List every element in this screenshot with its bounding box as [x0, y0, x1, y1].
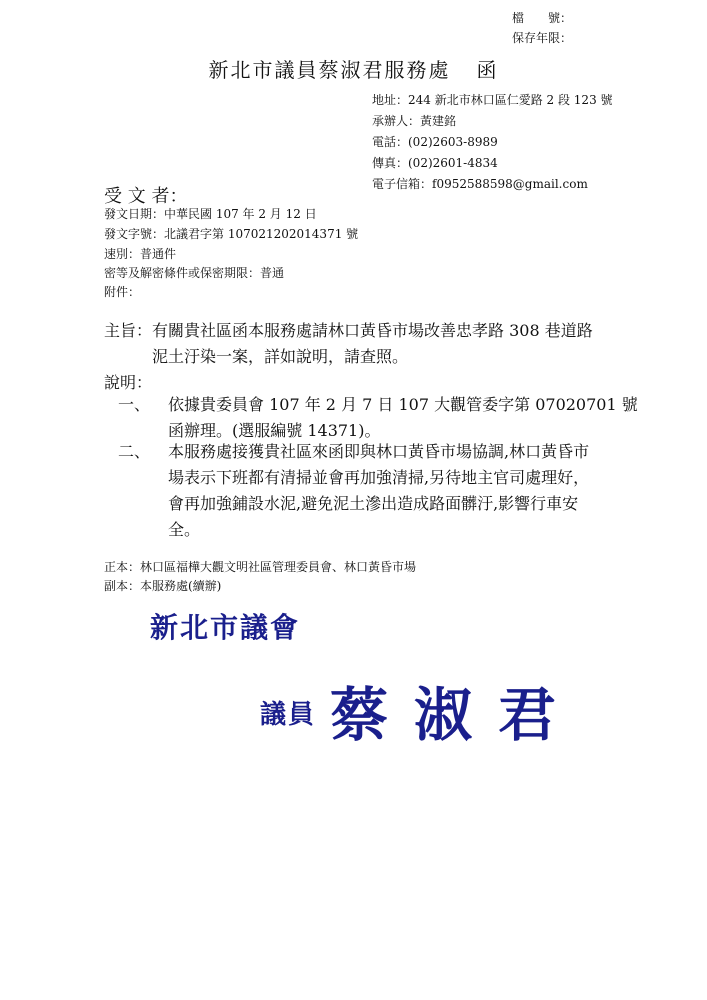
contact-email: 電子信箱：f0952588598@gmail.com: [372, 177, 588, 191]
councilor-name-seal: 蔡淑君: [330, 681, 583, 749]
speed-field: 速別：普通件: [104, 247, 177, 261]
subject-line-2: 泥土汙染一案，詳如說明，請查照。: [152, 347, 409, 366]
explanation-item-1: [118, 392, 638, 444]
item-line: 依據貴委員會 107 年 2 月 7 日 107 大觀管委字第 07020701 號: [168, 395, 638, 414]
doc-type: 函: [476, 58, 499, 82]
issue-date: 發文日期：中華民國 107 年 2 月 12 日: [104, 207, 317, 221]
office-name: 新北市議員蔡淑君服務處: [208, 58, 451, 82]
councilor-title-seal: 議員: [260, 700, 317, 730]
item-line: 本服務處接獲貴社區來函即與林口黃昏市場協調,林口黃昏市: [168, 442, 590, 461]
attachment-field: 附件：: [104, 285, 141, 299]
contact-address: 地址：244 新北市林口區仁愛路 2 段 123 號: [372, 93, 613, 107]
item-line: 場表示下班都有清掃並會再加強清掃,另待地主官司處理好，: [168, 468, 590, 487]
item-number: 二、: [118, 442, 151, 461]
contact-fax: 傳真：(02)2601-4834: [372, 156, 498, 170]
issue-number: 發文字號：北議君字第 107021202014371 號: [104, 227, 359, 241]
file-number-label: 檔 號：: [511, 11, 572, 25]
explanation-label: 說明：: [104, 373, 153, 392]
subject-line-1: 主旨：有關貴社區函本服務處請林口黃昏市場改善忠孝路 308 巷道路: [104, 321, 593, 340]
retention-label: 保存年限：: [511, 31, 572, 45]
contact-handler: 承辦人：黃建銘: [372, 114, 457, 128]
document-title: [0, 54, 707, 83]
item-number: 一、: [118, 395, 151, 414]
explanation-item-2: [118, 439, 589, 543]
item-line: 函辦理。(選服編號 14371)。: [168, 421, 381, 440]
recipient-label: 受 文 者：: [104, 186, 188, 207]
council-seal: 新北市議會: [150, 611, 301, 644]
contact-phone: 電話：(02)2603-8989: [372, 135, 498, 149]
distribution-main: 正本：林口區福樺大觀文明社區管理委員會、林口黃昏市場: [104, 560, 417, 574]
distribution-copy: 副本：本服務處(續辦): [104, 579, 222, 593]
item-line: 會再加強鋪設水泥,避免泥土滲出造成路面髒汙,影響行車安: [168, 494, 579, 513]
item-line: 全。: [168, 520, 201, 539]
secrecy-field: 密等及解密條件或保密期限：普通: [104, 266, 285, 280]
